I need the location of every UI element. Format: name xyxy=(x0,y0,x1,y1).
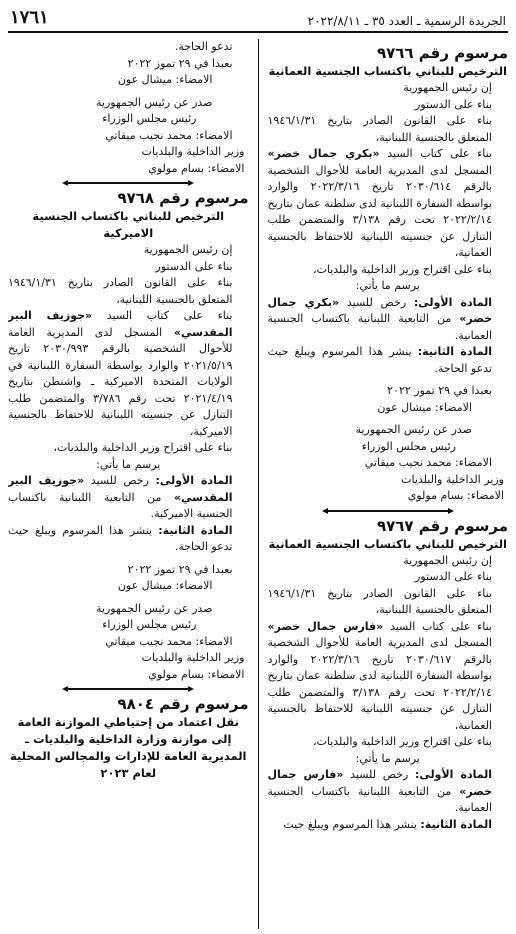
signing-date: بعبدا في ٢٩ تموز ٢٠٢٢ xyxy=(387,384,492,397)
article-1 xyxy=(268,767,509,817)
request-details: المسجل لدى المديرية العامة للأحوال الشخصية بالرقم ٢٠٣٠/٩٩٣ تاريخ ٢٠٢١/٥/١٩ والوارد بواسطة السفارة اللبنانية في الولايات المتحدة الاميركية ـ واشنطن بتاريخ ٢٠٢١/٤/١٩ تحت رقم ٣/٧٨٦ والمتضمن طلب التنازل عن جنسيته اللبنانية للاحتفاظ بالجنسية الاميركية، xyxy=(8,325,233,438)
preamble-constitution: بناء على الدستور xyxy=(415,97,492,111)
preamble-law: بناء على القانون الصادر بتاريخ ١٩٤٦/١/٣١ المتعلق بالجنسية اللبنانية، xyxy=(267,586,492,616)
issued-by: صدر عن رئيس الجمهورية xyxy=(96,95,213,109)
signature-president: الامضاء: ميشال عون xyxy=(117,73,213,86)
signature-president: الامضاء: ميشال عون xyxy=(117,579,213,592)
article-2-text: ينشر هذا المرسوم ويبلغ حيث تدعو الحاجة. xyxy=(8,523,233,553)
preamble-request xyxy=(268,146,509,262)
signature-interior: الامضاء: بسام مولوي xyxy=(148,667,245,681)
running-header xyxy=(8,6,508,33)
preamble-proposal: بناء على اقتراح وزير الداخلية والبلديات، xyxy=(312,735,492,748)
section-divider xyxy=(8,688,249,690)
prime-minister: رئيس مجلس الوزراء xyxy=(102,618,197,631)
article-1-name: «بكري جمال خضر» xyxy=(267,295,492,325)
signature-interior: الامضاء: بسام مولوي xyxy=(148,161,245,175)
article-2 xyxy=(8,523,249,556)
article-2-label: المادة الثانية: xyxy=(417,345,492,358)
interior-minister: وزير الداخلية والبلديات xyxy=(401,472,504,486)
preamble-law: بناء على القانون الصادر بتاريخ ١٩٤٦/١/٣١ المتعلق بالجنسية اللبنانية، xyxy=(8,276,233,306)
article-1-text: رخص للسيد xyxy=(90,474,149,487)
prime-minister: رئيس مجلس الوزراء xyxy=(102,112,197,125)
signature-pm: الامضاء: محمد نجيب ميقاتي xyxy=(105,634,233,648)
section-divider xyxy=(8,182,249,184)
decree-9768-subtitle: الترخيص للبناني باكتساب الجنسية الاميركية xyxy=(32,209,225,240)
article-1 xyxy=(268,295,509,345)
decree-9767-title: مرسوم رقم ٩٧٦٧ xyxy=(376,516,508,535)
decrees-following: يرسم ما يأتي: xyxy=(355,751,420,765)
preamble-president: إن رئيس الجمهورية xyxy=(403,81,492,94)
journal-issue-line: الجريدة الرسمية ـ العدد ٣٥ ـ ٢٠٢٢/٨/١١ xyxy=(307,14,506,28)
preamble-constitution: بناء على الدستور xyxy=(155,259,233,273)
request-details: المسجل لدى المديرية العامة للأحوال الشخصية بالرقم ٢٠٣٠/٦١٧ تاريخ ٢٠٢٢/٣/١٦ والوارد بواسطة السفارة اللبنانية لدى سلطنة عمان بتاريخ ٢٠٢٢/٢/١٤ تحت رقم ٣/١٣٨ والمتضمن طلب التنازل عن جنسيته اللبنانية للاحتفاظ بالجنسية العمانية، xyxy=(267,636,492,732)
decrees-following: يرسم ما يأتي: xyxy=(96,457,161,471)
article-1-label: المادة الأولى: xyxy=(415,768,493,781)
decree-9804-subtitle: نقل اعتماد من إحتياطي الموازنة العامة إلى موازنة وزارة الداخلية والبلديات ـ المديرية العامة للإدارات والمجالس المحلية لعام ٢٠٢٣ xyxy=(10,715,247,780)
article-1-text: رخص للسيد xyxy=(350,768,409,781)
issued-by: صدر عن رئيس الجمهورية xyxy=(96,601,213,615)
preamble-request xyxy=(8,308,249,440)
request-name: «فارس جمال خضر» xyxy=(267,619,384,633)
article-1-label: المادة الأولى: xyxy=(155,474,233,487)
page-number: ١٧٦١ xyxy=(10,7,49,28)
signature-president: الامضاء: ميشال عون xyxy=(377,400,472,414)
signature-pm: الامضاء: محمد نجيب ميقاتي xyxy=(105,128,233,142)
article-1-name: «فارس جمال خضر» xyxy=(267,768,492,798)
request-name: «جوزيف البير المقدسي» xyxy=(8,309,233,339)
article-1-rest: من التابعية اللبنانية باكتساب الجنسية الاميركية. xyxy=(8,490,233,520)
left-column xyxy=(8,39,259,929)
article-2-text: ينشر هذا المرسوم ويبلغ حيث xyxy=(283,817,417,831)
article-2-text: ينشر هذا المرسوم ويبلغ حيث تدعو الحاجة. xyxy=(267,345,492,375)
article-1-name: «جوزيف البير المقدسي» xyxy=(8,474,233,504)
request-intro: بناء على كتاب السيد xyxy=(389,619,492,633)
signature-interior: الامضاء: بسام مولوي xyxy=(407,489,504,502)
section-divider xyxy=(268,510,509,512)
two-column-body xyxy=(8,39,508,929)
decree-9767-subtitle: الترخيص للبناني باكتساب الجنسية العمانية xyxy=(268,536,507,551)
continued-text: تدعو الحاجة. xyxy=(174,40,233,53)
signing-date: بعبدا في ٢٩ تموز ٢٠٢٢ xyxy=(127,56,233,70)
prime-minister: رئيس مجلس الوزراء xyxy=(361,439,456,453)
issued-by: صدر عن رئيس الجمهورية xyxy=(355,423,472,436)
signing-date: بعبدا في ٢٩ تموز ٢٠٢٢ xyxy=(127,562,233,576)
article-2-label: المادة الثانية: xyxy=(420,817,492,831)
article-2-label: المادة الثانية: xyxy=(158,523,233,537)
article-1-text: رخص للسيد xyxy=(346,295,407,309)
preamble-president: إن رئيس الجمهورية xyxy=(403,553,492,567)
interior-minister: وزير الداخلية والبلديات xyxy=(141,145,245,158)
decree-9804-title: مرسوم رقم ٩٨٠٤ xyxy=(117,695,249,713)
article-1 xyxy=(8,473,249,523)
request-details: المسجل لدى المديرية العامة للأحوال الشخصية بالرقم ٢٠٣٠/٦١٤ تاريخ ٢٠٢٢/٣/١٦ والوارد بواسطة السفارة اللبنانية لدى سلطنة عمان بتاريخ ٢٠٢٢/٢/١٤ تحت رقم ٣/١٣٨ والمتضمن طلب التنازل عن جنسيته اللبنانية للاحتفاظ بالجنسية العمانية، xyxy=(267,163,492,259)
decrees-following: يرسم ما يأتي: xyxy=(355,279,420,292)
preamble-proposal: بناء على اقتراح وزير الداخلية والبلديات، xyxy=(53,441,233,454)
interior-minister: وزير الداخلية والبلديات xyxy=(141,651,245,664)
article-2 xyxy=(268,817,509,834)
right-column xyxy=(259,39,509,929)
article-1-rest: من التابعية اللبنانية باكتساب الجنسية العمانية. xyxy=(267,784,492,814)
decree-9766-subtitle: الترخيص للبناني باكتساب الجنسية العمانية xyxy=(268,64,507,78)
request-name: «بكري جمال خضر» xyxy=(267,147,380,160)
preamble-request xyxy=(268,619,509,735)
decree-9766-title: مرسوم رقم ٩٧٦٦ xyxy=(376,44,508,62)
preamble-president: إن رئيس الجمهورية xyxy=(143,243,233,256)
preamble-proposal: بناء على اقتراح وزير الداخلية والبلديات، xyxy=(312,262,492,276)
article-2 xyxy=(268,344,509,377)
article-1-rest: من التابعية اللبنانية باكتساب الجنسية العمانية. xyxy=(267,312,492,342)
request-intro: بناء على كتاب السيد xyxy=(387,147,492,160)
preamble-law: بناء على القانون الصادر بتاريخ ١٩٤٦/١/٣١ المتعلق بالجنسية اللبنانية، xyxy=(267,114,492,144)
decree-9768-title: مرسوم رقم ٩٧٦٨ xyxy=(117,189,249,207)
request-intro: بناء على كتاب السيد xyxy=(106,309,233,322)
article-1-label: المادة الأولى: xyxy=(413,295,492,309)
signature-pm: الامضاء: محمد نجيب ميقاتي xyxy=(364,456,492,469)
preamble-constitution: بناء على الدستور xyxy=(415,570,492,583)
